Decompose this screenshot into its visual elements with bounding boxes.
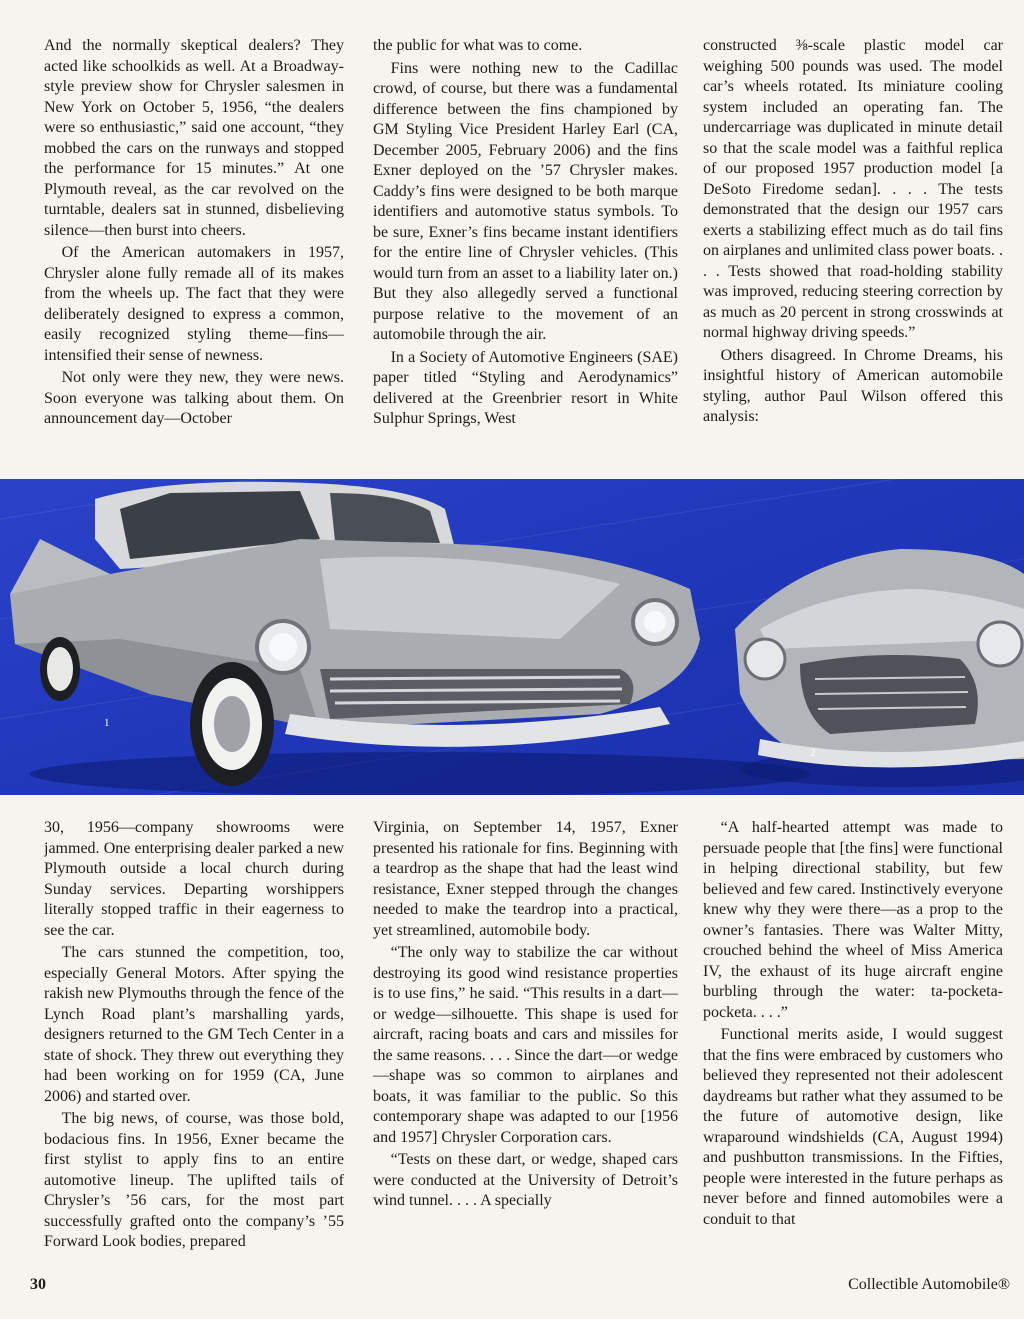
column-1-bottom [44, 818, 344, 1260]
car-1-sedan [10, 482, 700, 786]
car-photo-band [0, 479, 1024, 795]
paragraph: “A half-hearted attempt was made to persuade people that [the fins] were functional in helping directional stability, but few believed and few cared. Instinctively everyone knew why they were there—as a prop to the owner’s fantasies. There was Walter Mitty, crouched behind the wheel of Miss America IV, the exhaust of its huge aircraft engine burbling through the water: ta-pocketa-pocketa. . . .” [703, 819, 1003, 1021]
paragraph: 30, 1956—company showrooms were jammed. One enterprising dealer parked a new Plymouth outside a local church during Sunday services. Departing worshippers literally stopped traffic in their eagerness to see the car. [44, 819, 344, 939]
paragraph: constructed ⅜-scale plastic model car weighing 500 pounds was used. The model car’s wheels rotated. Its miniature cooling system included an operating fan. The undercarriage was duplicated in minute detail so that the scale model was a faithful replica of our proposed 1957 production model [a DeSoto Firedome sedan]. . . . The tests demonstrated that the design our 1957 cars exerts a stabilizing effect much as do tail fins on airplanes and unlimited class power boats. . . . Tests showed that road-holding stability was improved, reducing steering correction by as much as 20 percent in strong crosswinds at normal highway driving speeds.” [703, 37, 1003, 341]
column-2-top [373, 36, 678, 456]
paragraph: “The only way to stabilize the car without destroying its good wind resistance properties is to use fins,” he said. “This results in a dart—or wedge—silhouette. This shape is used for aircraft, racing boats and cars and missiles for the same reasons. . . . Since the dart—or wedge—shape was so common to airplanes and boats, it was familiar to the public. So this contemporary shape was adapted to our [1956 and 1957] Chrysler Corporation cars. [373, 944, 678, 1146]
column-2-bottom [373, 818, 678, 1260]
car-2-partial [735, 549, 1024, 787]
paragraph: In a Society of Automotive Engineers (SAE) paper titled “Styling and Aerodynamics” delivered at the Greenbrier resort in White Sulphur Springs, West [373, 348, 678, 427]
figure-number-2: 2 [810, 747, 816, 759]
paragraph: Others disagreed. In Chrome Dreams, his insightful history of American automobile styling, author Paul Wilson offered this analysis: [703, 346, 1003, 425]
paragraph: the public for what was to come. [373, 37, 583, 54]
paragraph: Functional merits aside, I would suggest that the fins were embraced by customers who believed they represented not their adolescent daydreams but rather what they assumed to be the future of automotive design, like wraparound windshields (CA, August 1994) and pushbutton transmissions. In the Fifties, people were interested in the future perhaps as never before and finned automobiles were a conduit to that [703, 1026, 1003, 1228]
paragraph: Fins were nothing new to the Cadillac crowd, of course, but there was a fundamental difference between the fins championed by GM Styling Vice President Harley Earl (CA, December 2005, February 2006) and the fins Exner deployed on the ’57 Chrysler makes. Caddy’s fins were designed to be both marque identifiers and automotive status symbols. To be sure, Exner’s fins became instant identifiers for the entire line of Chrysler vehicles. (This would turn from an asset to a liability later on.) But they also allegedly served a functional purpose relative to the movement of an automobile through the air. [373, 59, 678, 343]
paragraph: “Tests on these dart, or wedge, shaped cars were conducted at the University of Detroit’s wind tunnel. . . . A specially [373, 1151, 678, 1209]
paragraph: The cars stunned the competition, too, especially General Motors. After spying the rakish new Plymouths through the fence of the Lynch Road plant’s marshalling yards, designers returned to the GM Tech Center in a state of shock. They threw out everything they had been working on for 1959 (CA, June 2006) and started over. [44, 944, 344, 1105]
magazine-name: Collectible Automobile® [848, 1276, 1010, 1293]
column-3-bottom [703, 818, 1003, 1260]
paragraph: Not only were they new, they were news. Soon everyone was talking about them. On announcement day—October [44, 369, 344, 427]
figure-number-1: 1 [104, 717, 110, 729]
column-1-top [44, 36, 344, 456]
car-photos-illustration [0, 479, 1024, 795]
column-3-top [703, 36, 1003, 456]
paragraph: Of the American automakers in 1957, Chrysler alone fully remade all of its makes from the wheels up. The fact that they were deliberately designed to express a common, easily recognized styling theme—fins—intensified their sense of newness. [44, 244, 344, 364]
paragraph: And the normally skeptical dealers? They acted like schoolkids as well. At a Broadway-style preview show for Chrysler salesmen in New York on October 5, 1956, “the dealers were so enthusiastic,” said one account, “they mobbed the cars on the runways and stopped the performance for 15 minutes.” At one Plymouth reveal, as the car revolved on the turntable, dealers sat in stunned, disbelieving silence—then burst into cheers. [44, 37, 344, 239]
paragraph: The big news, of course, was those bold, bodacious fins. In 1956, Exner became the first stylist to apply fins to an entire automotive lineup. The uplifted tails of Chrysler’s ’56 cars, for the most part successfully grafted onto the company’s ’55 Forward Look bodies, prepared [44, 1110, 344, 1250]
paragraph: Virginia, on September 14, 1957, Exner presented his rationale for fins. Beginning with a teardrop as the shape that had the least wind resistance, Exner stepped through the changes needed to make the teardrop into a practical, yet streamlined, automobile body. [373, 819, 678, 939]
page-number: 30 [30, 1276, 46, 1293]
